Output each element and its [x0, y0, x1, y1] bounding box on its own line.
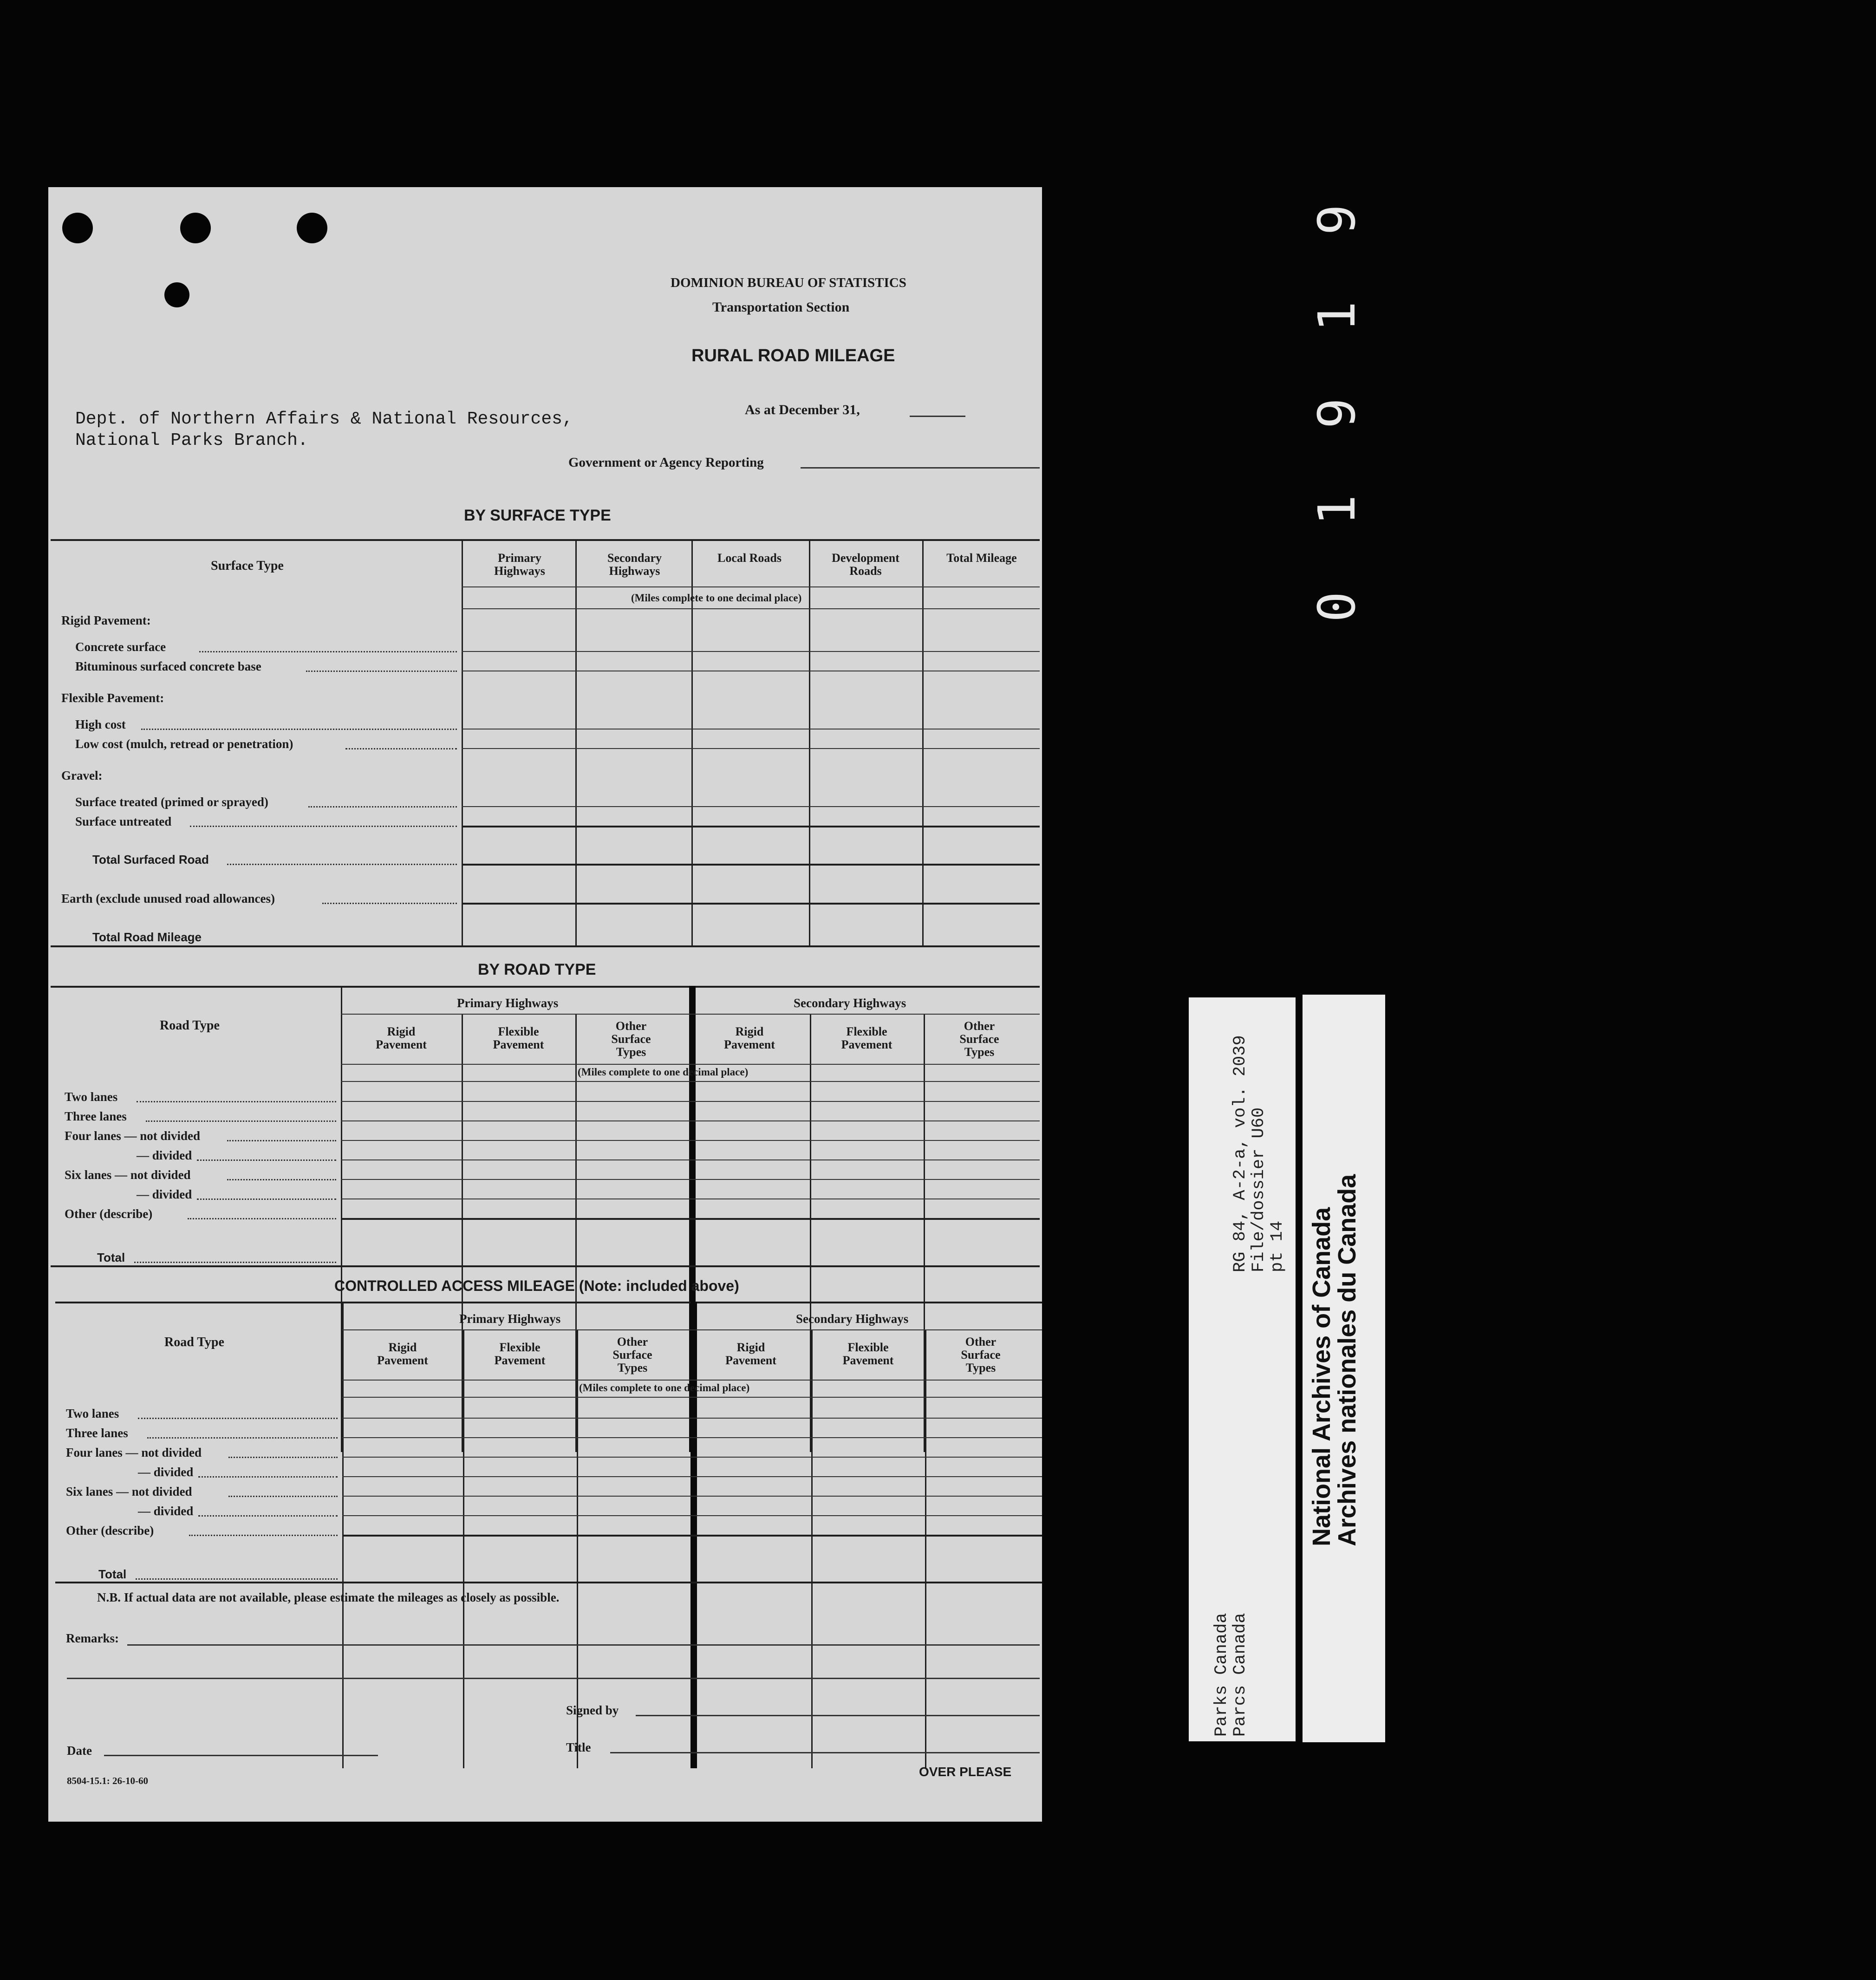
row-gravel: Gravel: [61, 769, 103, 782]
leader-dots [190, 826, 457, 827]
leader-dots [227, 1140, 336, 1141]
row-bituminous: Bituminous surfaced concrete base [75, 659, 261, 673]
leader-dots [134, 1262, 336, 1263]
surface-units-rule [462, 608, 1040, 609]
nb-note: N.B. If actual data are not available, please estimate the mileages as closely as possible. [97, 1590, 560, 1604]
row-rule [462, 864, 1040, 866]
row-high-cost: High cost [75, 717, 126, 731]
road-group-rule [341, 1014, 1040, 1015]
punch-hole [180, 213, 211, 243]
frame-number: 0 1 9 1 9 [1307, 186, 1367, 622]
leader-dots [227, 864, 457, 865]
bureau-title: DOMINION BUREAU OF STATISTICS [671, 275, 906, 290]
controlled-header-bottom [342, 1380, 1042, 1381]
remarks-line [127, 1644, 1040, 1646]
controlled-col-rigid: Rigid Pavement [725, 1341, 776, 1367]
road-table-top [51, 986, 1040, 988]
archives-name-en: National Archives of Canada [1308, 1207, 1335, 1546]
row-rule [462, 806, 1040, 807]
controlled-col-divider [463, 1329, 464, 1768]
agency-fr: Parcs Canada [1231, 1613, 1250, 1737]
leader-dots [228, 1496, 338, 1497]
agency-line-1: Dept. of Northern Affairs & National Resources, [75, 409, 573, 429]
surface-section-title: BY SURFACE TYPE [464, 507, 611, 524]
controlled-col-flexible: Flexible Pavement [842, 1341, 894, 1367]
remarks-label: Remarks: [66, 1631, 119, 1645]
leader-dots [136, 1578, 338, 1580]
row-rule [341, 1159, 1040, 1160]
controlled-table-bottom [55, 1582, 1042, 1583]
leader-dots [227, 1179, 336, 1180]
as-at-label: As at December 31, [745, 402, 860, 417]
row-rule [341, 1179, 1040, 1180]
agency-label: Government or Agency Reporting [568, 455, 764, 470]
leader-dots [189, 1535, 338, 1536]
surface-table-bottom [51, 945, 1040, 947]
row-surface-untreated: Surface untreated [75, 814, 172, 828]
agency-en: Parks Canada [1212, 1613, 1231, 1737]
punch-hole [297, 213, 327, 243]
controlled-group-rule [342, 1329, 1042, 1330]
row-rule [341, 1101, 1040, 1102]
controlled-row-other: Other (describe) [66, 1524, 154, 1537]
form-number: 8504-15.1: 26-10-60 [67, 1775, 148, 1786]
leader-dots [308, 806, 457, 808]
controlled-row-total: Total [98, 1567, 127, 1581]
row-rule [341, 1218, 1040, 1220]
leader-dots [137, 1101, 336, 1102]
row-low-cost: Low cost (mulch, retread or penetration) [75, 737, 293, 751]
row-rule [341, 1198, 1040, 1199]
archive-reference-line1: RG 84, A-2-a, vol. 2039 [1231, 1035, 1250, 1272]
road-group-secondary: Secondary Highways [794, 996, 906, 1010]
leader-dots [322, 903, 457, 904]
road-row-four-not-divided: Four lanes — not divided [65, 1129, 201, 1143]
row-rule [342, 1418, 1042, 1419]
surface-col-divider [922, 539, 924, 945]
controlled-row-six-divided: — divided [138, 1504, 194, 1518]
form-title: RURAL ROAD MILEAGE [691, 346, 895, 365]
row-total-road-mileage: Total Road Mileage [92, 930, 202, 944]
surface-col-divider [809, 539, 810, 945]
agency-line [801, 467, 1040, 469]
road-col-flexible: Flexible Pavement [841, 1025, 892, 1051]
row-rigid-pavement: Rigid Pavement: [61, 613, 151, 627]
road-type-header: Road Type [160, 1018, 220, 1033]
road-section-title: BY ROAD TYPE [478, 961, 596, 978]
controlled-group-secondary: Secondary Highways [796, 1312, 909, 1326]
form-sheet [48, 187, 1042, 1822]
punch-hole [62, 213, 93, 243]
road-row-other: Other (describe) [65, 1207, 153, 1221]
leader-dots [147, 1437, 338, 1439]
road-col-flexible: Flexible Pavement [493, 1025, 544, 1051]
controlled-row-two-lanes: Two lanes [66, 1407, 119, 1420]
date-label: Date [67, 1744, 92, 1758]
surface-table-top [51, 539, 1040, 541]
road-row-three-lanes: Three lanes [65, 1109, 127, 1123]
road-col-rigid: Rigid Pavement [724, 1025, 775, 1051]
controlled-col-divider [577, 1329, 578, 1768]
leader-dots [345, 748, 457, 749]
road-row-two-lanes: Two lanes [65, 1090, 118, 1104]
road-row-six-not-divided: Six lanes — not divided [65, 1168, 191, 1182]
leader-dots [138, 1418, 338, 1419]
agency-line-2: National Parks Branch. [75, 430, 308, 450]
row-total-surfaced: Total Surfaced Road [92, 853, 209, 866]
leader-dots [188, 1218, 336, 1219]
controlled-col-divider [811, 1329, 813, 1768]
road-table-bottom [51, 1265, 1040, 1267]
surface-col-divider [575, 539, 577, 945]
surface-col-divider [462, 539, 463, 945]
signed-by-label: Signed by [566, 1703, 619, 1717]
road-header-bottom [341, 1064, 1040, 1065]
leader-dots [141, 729, 457, 730]
controlled-col-divider [925, 1329, 926, 1768]
remarks-line [67, 1678, 1040, 1679]
road-units-note: (Miles complete to one decimal place) [578, 1066, 749, 1078]
row-rule [462, 651, 1040, 652]
archive-reference-line3: pt 14 [1268, 1220, 1287, 1272]
archives-name-fr: Archives nationales du Canada [1333, 1174, 1361, 1546]
row-rule [462, 826, 1040, 827]
title-label: Title [566, 1740, 591, 1754]
controlled-row-four-divided: — divided [138, 1465, 194, 1479]
road-col-rigid: Rigid Pavement [376, 1025, 427, 1051]
surface-type-header: Surface Type [211, 559, 284, 573]
controlled-row-four-not-divided: Four lanes — not divided [66, 1446, 202, 1459]
controlled-road-type-header: Road Type [164, 1335, 224, 1349]
row-rule [462, 903, 1040, 905]
leader-dots [198, 1476, 338, 1478]
controlled-col-rigid: Rigid Pavement [377, 1341, 428, 1367]
row-rule [342, 1457, 1042, 1458]
controlled-col-other: Other Surface Types [961, 1335, 1001, 1374]
title-line [610, 1752, 1040, 1753]
controlled-group-primary: Primary Highways [459, 1312, 561, 1326]
row-rule [341, 1120, 1040, 1121]
leader-dots [306, 671, 457, 672]
leader-dots [197, 1159, 336, 1161]
leader-dots [199, 651, 457, 652]
road-col-other: Other Surface Types [959, 1019, 999, 1059]
date-line [104, 1755, 378, 1756]
leader-dots [146, 1120, 336, 1122]
controlled-row-three-lanes: Three lanes [66, 1426, 128, 1440]
row-concrete-surface: Concrete surface [75, 640, 166, 654]
row-rule [342, 1515, 1042, 1516]
controlled-units-rule [342, 1397, 1042, 1398]
road-group-primary: Primary Highways [457, 996, 559, 1010]
col-local-roads: Local Roads [717, 551, 782, 565]
leader-dots [197, 1198, 336, 1200]
row-rule [342, 1535, 1042, 1537]
controlled-col-other: Other Surface Types [612, 1335, 652, 1374]
row-rule [342, 1496, 1042, 1497]
controlled-section-title: CONTROLLED ACCESS MILEAGE (Note: included above) [334, 1277, 739, 1294]
archive-reference-line2: File/dossier U60 [1249, 1107, 1269, 1272]
year-blank [910, 416, 965, 417]
row-earth: Earth (exclude unused road allowances) [61, 892, 275, 905]
col-development-roads: Development Roads [832, 551, 899, 578]
col-total-mileage: Total Mileage [946, 551, 1017, 565]
road-row-total: Total [97, 1251, 125, 1264]
road-row-six-divided: — divided [137, 1187, 192, 1201]
road-col-other: Other Surface Types [611, 1019, 651, 1059]
row-flexible-pavement: Flexible Pavement: [61, 691, 164, 705]
row-rule [342, 1437, 1042, 1438]
road-units-rule [341, 1081, 1040, 1082]
surface-units-note: (Miles complete to one decimal place) [631, 592, 802, 604]
controlled-units-note: (Miles complete to one decimal place) [579, 1382, 750, 1394]
leader-dots [228, 1457, 338, 1458]
signed-by-line [636, 1715, 1040, 1716]
col-secondary-highways: Secondary Highways [607, 551, 662, 578]
row-rule [462, 748, 1040, 749]
row-rule [342, 1476, 1042, 1477]
leader-dots [198, 1515, 338, 1517]
road-row-four-divided: — divided [137, 1148, 192, 1162]
surface-header-bottom [462, 586, 1040, 587]
controlled-col-flexible: Flexible Pavement [494, 1341, 546, 1367]
col-primary-highways: Primary Highways [494, 551, 545, 578]
row-surface-treated: Surface treated (primed or sprayed) [75, 795, 268, 809]
controlled-table-top [55, 1302, 1042, 1303]
over-please: OVER PLEASE [919, 1765, 1012, 1779]
controlled-row-six-not-divided: Six lanes — not divided [66, 1485, 192, 1498]
punch-hole [164, 282, 189, 307]
row-rule [341, 1140, 1040, 1141]
section-title: Transportation Section [712, 300, 850, 315]
